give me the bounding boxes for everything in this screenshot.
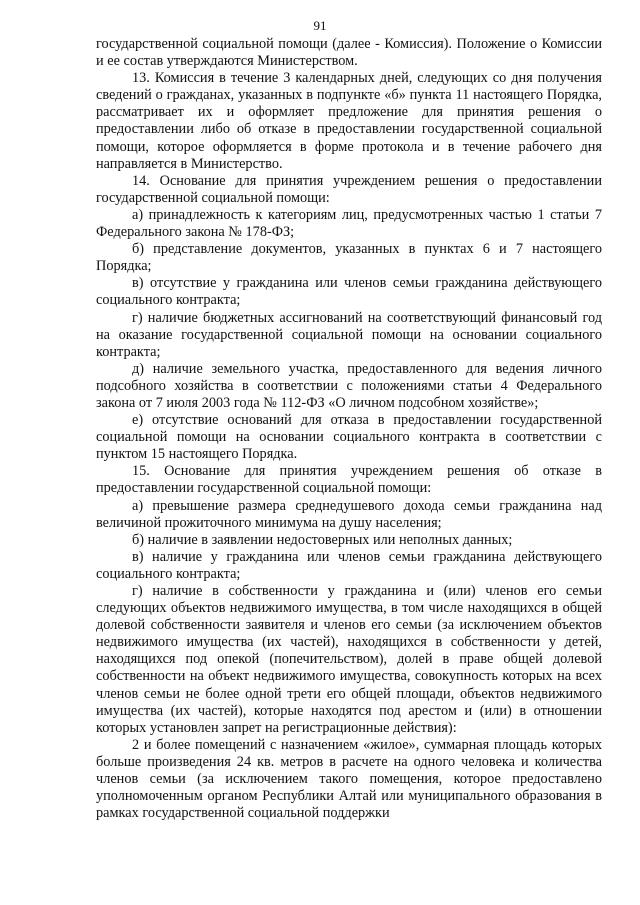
paragraph-clause-13: 13. Комиссия в течение 3 календарных дней, следующих со дня получения сведений о гражданах, указанных в подпункте «б» пункта 11 настоящего Порядка, рассматривает их и оформляет предложение для принятия решения о предоставлении либо об отказе в предоставлении государственной социальной помощи, которое оформляется в форме протокола и в течение рабочего дня направляется в Министерство. (96, 70, 602, 172)
paragraph-clause-14-a: а) принадлежность к категориям лиц, предусмотренных частью 1 статьи 7 Федерального закона № 178-ФЗ; (96, 206, 602, 241)
paragraph-clause-15-b: б) наличие в заявлении недостоверных или неполных данных; (132, 531, 513, 548)
paragraph-clause-14-e: е) отсутствие оснований для отказа в предоставлении государственной социальной помощи на основании социального контракта в соответствии с пунктом 15 настоящего Порядка. (96, 412, 602, 463)
document-body (96, 36, 602, 822)
page-number: 91 (313, 18, 327, 33)
paragraph-residential-premises: 2 и более помещений с назначением «жилое», суммарная площадь которых больше произведения 24 кв. метров в расчете на одного человека и количества членов семьи (за исключением такого помещения, которое предоставлено уполномоченным органом Республики Алтай или муниципального образования в рамках государственной социальной поддержки (96, 736, 602, 822)
paragraph-clause-14-b: б) представление документов, указанных в пунктах 6 и 7 настоящего Порядка; (96, 241, 602, 275)
paragraph-clause-15-g: г) наличие в собственности у гражданина и (или) членов его семьи следующих объектов недвижимого имущества, в том числе находящихся в общей долевой собственности заявителя и членов его семьи (за исключением объектов недвижимого имущества (их частей), находящихся в собственности у детей, находящихся под опекой (попечительством), долей в праве общей долевой собственности на объект недвижимого имущества, совокупность которых на всех членов семьи не более одной трети его общей площади, объектов недвижимого имущества (их частей), которые находятся под арестом и (или) в отношении которых установлен запрет на регистрационные действия): (96, 583, 602, 736)
paragraph-clause-14-g: г) наличие бюджетных ассигнований на соответствующий финансовый год на оказание государственной социальной помощи на основании социального контракта; (96, 309, 602, 360)
paragraph-clause-14: 14. Основание для принятия учреждением решения о предоставлении государственной социальной помощи: (96, 172, 602, 206)
paragraph-clause-15: 15. Основание для принятия учреждением решения об отказе в предоставлении государственной социальной помощи: (96, 463, 602, 497)
paragraph-commission-continuation: государственной социальной помощи (далее - Комиссия). Положение о Комиссии и ее состав утверждаются Министерством. (96, 36, 602, 70)
paragraph-clause-15-a: а) превышение размера среднедушевого дохода семьи гражданина над величиной прожиточного минимума на душу населения; (96, 497, 602, 531)
paragraph-clause-15-v: в) наличие у гражданина или членов семьи гражданина действующего социального контракта; (96, 548, 602, 582)
paragraph-clause-14-d: д) наличие земельного участка, предоставленного для ведения личного подсобного хозяйства в соответствии с положениями статьи 4 Федерального закона от 7 июля 2003 года № 112-ФЗ «О личном подсобном хозяйстве»; (96, 360, 602, 411)
paragraph-clause-14-v: в) отсутствие у гражданина или членов семьи гражданина действующего социального контракта; (96, 275, 602, 309)
